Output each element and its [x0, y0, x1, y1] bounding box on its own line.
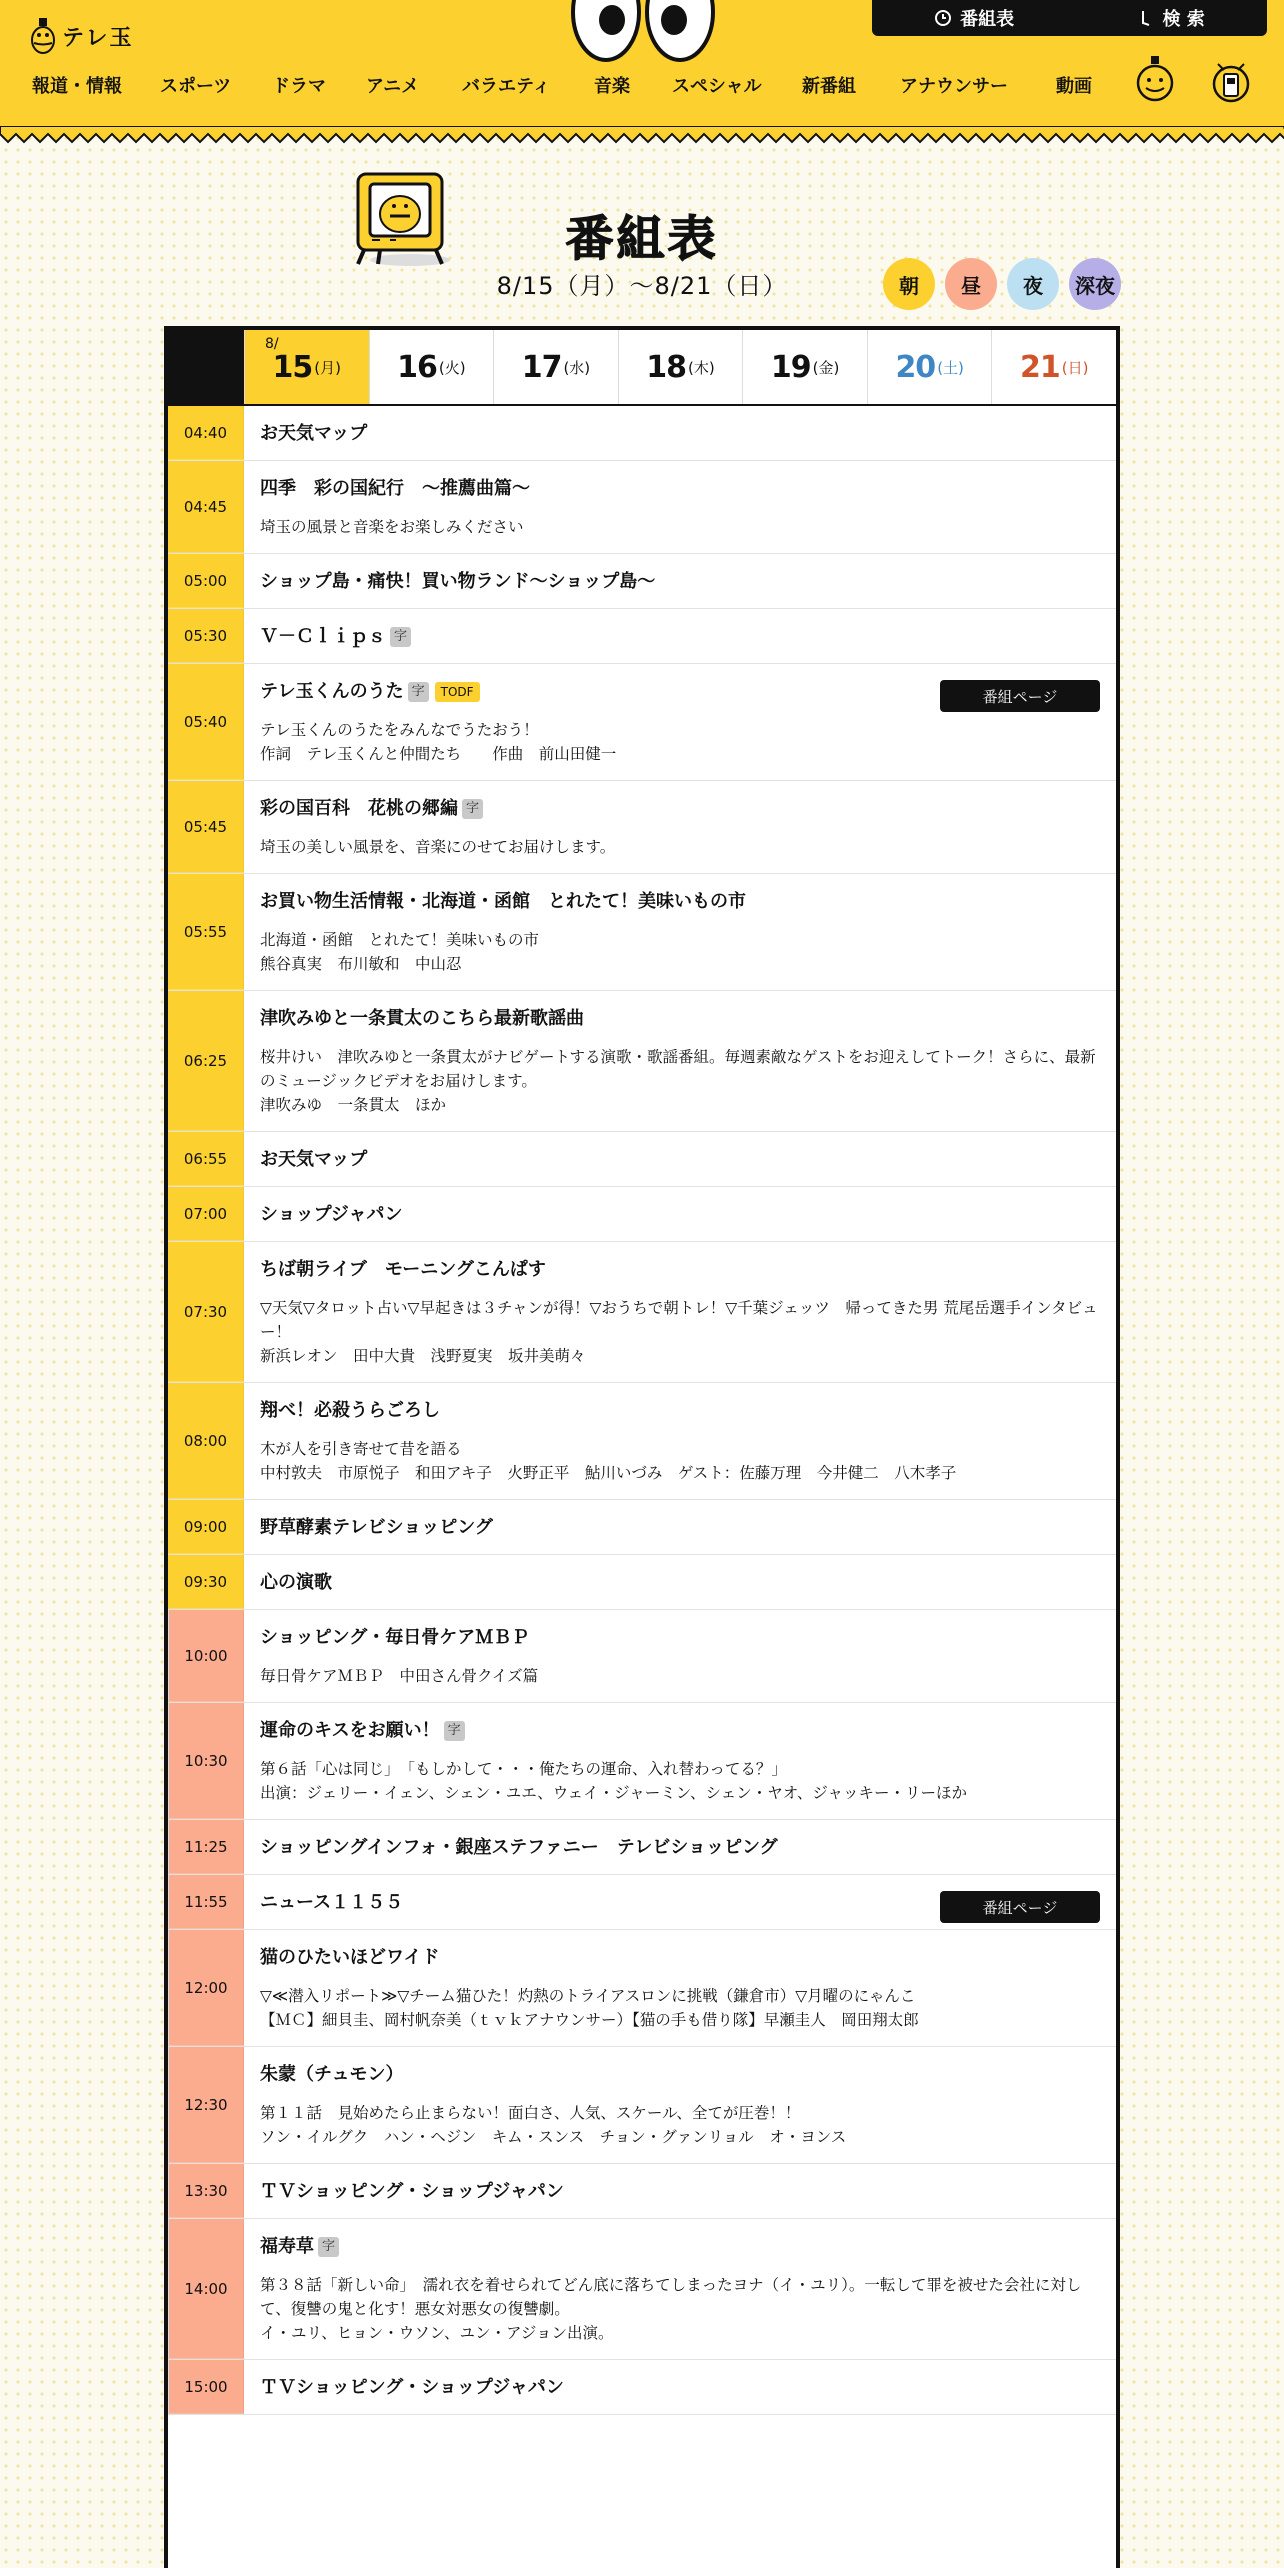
program-title[interactable]: ＴＶショッピング・ショップジャパン — [260, 2377, 564, 2398]
program-cast: 新浜レオン 田中大貴 浅野夏実 坂井美萌々 — [260, 1347, 586, 1365]
program-time: 06:55 — [168, 1132, 244, 1186]
program-row[interactable] — [168, 554, 1116, 609]
day-tab-number: 15 — [272, 349, 313, 385]
program-time: 12:30 — [168, 2047, 244, 2163]
program-row[interactable] — [168, 609, 1116, 664]
program-row[interactable] — [168, 874, 1116, 991]
program-row[interactable] — [168, 1875, 1116, 1930]
program-description: 北海道・函館 とれたて！美味いもの市 — [260, 931, 540, 949]
program-time: 10:30 — [168, 1703, 244, 1819]
time-filter-evening-label: 夜 — [1023, 273, 1043, 298]
program-cast: 作詞 テレ玉くんと仲間たち 作曲 前山田健一 — [260, 745, 617, 763]
subtitle-badge: 字 — [318, 2237, 339, 2257]
program-title-row — [260, 1719, 1100, 1743]
program-title-row — [260, 1626, 1100, 1650]
program-title[interactable]: お天気マップ — [260, 423, 368, 444]
program-time: 05:40 — [168, 664, 244, 780]
program-time: 07:30 — [168, 1242, 244, 1382]
telletama-point-icon[interactable] — [1210, 56, 1252, 104]
program-title-row — [260, 1946, 1100, 1970]
program-title[interactable]: 猫のひたいほどワイド — [260, 1947, 440, 1968]
nav-item-drama[interactable]: ドラマ — [272, 76, 326, 97]
program-time: 05:45 — [168, 781, 244, 873]
day-tab-number: 17 — [521, 349, 562, 385]
program-title-row — [260, 2180, 1100, 2204]
program-info — [244, 991, 1116, 1131]
day-tab-number: 21 — [1020, 349, 1060, 385]
page-title: 番組表 — [565, 211, 719, 267]
logo-text: テレ玉 — [62, 25, 134, 51]
program-time: 14:00 — [168, 2219, 244, 2359]
program-title-row — [260, 1007, 1100, 1031]
program-info — [244, 664, 1116, 780]
nav-item-news[interactable]: 報道・情報 — [32, 76, 122, 97]
program-title[interactable]: テレ玉くんのうた — [260, 681, 404, 702]
program-page-button[interactable]: 番組ページ — [940, 1891, 1100, 1923]
day-tab-weekday: (月) — [314, 358, 342, 377]
clock-icon — [934, 9, 952, 27]
day-tab-21[interactable] — [991, 330, 1116, 404]
time-filter-morning[interactable] — [883, 258, 935, 310]
program-title-row — [260, 2376, 1100, 2400]
program-description: 毎日骨ケアＭＢＰ 中田さん骨クイズ篇 — [260, 1667, 539, 1685]
program-title[interactable]: 心の演歌 — [260, 1572, 332, 1593]
program-title[interactable]: ショッピング・毎日骨ケアＭＢＰ — [260, 1627, 530, 1648]
top-utility-bar — [872, 0, 1267, 36]
header-zigzag-edge — [0, 126, 1284, 148]
search-link[interactable] — [1139, 5, 1205, 31]
program-cast: 中村敦夫 市原悦子 和田アキ子 火野正平 鮎川いづみ ゲスト：佐藤万理 今井健二 八木孝子 — [260, 1464, 957, 1482]
program-info — [244, 1875, 1116, 1929]
program-title-row — [260, 2063, 1100, 2087]
program-description: ▽≪潜入リポート≫▽チーム猫ひた！灼熱のトライアスロンに挑戦（鎌倉市）▽月曜のにゃんこ — [260, 1987, 916, 2005]
nav-item-variety[interactable]: バラエティ — [462, 76, 551, 97]
program-title[interactable]: 朱蒙（チュモン） — [260, 2064, 404, 2085]
program-time: 05:55 — [168, 874, 244, 990]
todf-badge: TODF — [435, 682, 480, 702]
program-time: 09:30 — [168, 1555, 244, 1609]
day-tab-weekday: (日) — [1061, 358, 1089, 377]
program-cast: 【ＭＣ】細貝圭、岡村帆奈美（ｔｖｋアナウンサー）【猫の手も借り隊】早瀬圭人 岡田翔太郎 — [260, 2011, 919, 2029]
program-title-row — [260, 570, 1100, 594]
program-row[interactable] — [168, 2164, 1116, 2219]
nav-item-anime[interactable]: アニメ — [366, 76, 420, 97]
nav-item-announcers[interactable]: アナウンサー — [900, 76, 1008, 97]
program-time: 15:00 — [168, 2360, 244, 2414]
subtitle-badge: 字 — [390, 627, 411, 647]
program-info — [244, 609, 1116, 663]
program-description: 第１１話 見始めたら止まらない！面白さ、人気、スケール、全てが圧巻！！ — [260, 2104, 801, 2122]
day-tab-weekday: (木) — [688, 358, 715, 377]
site-header — [0, 0, 1284, 128]
program-title[interactable]: ショッピングインフォ・銀座ステファニー テレビショッピング — [260, 1837, 778, 1858]
program-info — [244, 1132, 1116, 1186]
program-title-row — [260, 1148, 1100, 1172]
day-tab-weekday: (火) — [438, 358, 466, 377]
time-filter-late-night-label: 深夜 — [1075, 273, 1115, 298]
program-info — [244, 1500, 1116, 1554]
program-title[interactable]: ショップジャパン — [260, 1204, 403, 1225]
day-tab-16[interactable] — [369, 330, 494, 404]
program-time: 05:00 — [168, 554, 244, 608]
program-title-row — [260, 1203, 1100, 1227]
program-time: 11:55 — [168, 1875, 244, 1929]
program-title-row — [260, 797, 1100, 821]
schedule-link[interactable] — [934, 5, 1014, 31]
program-title-row — [260, 1516, 1100, 1540]
program-time: 04:45 — [168, 461, 244, 553]
day-tab-number: 19 — [770, 349, 811, 385]
program-description: 第６話「心は同じ」 「もしかして・・・俺たちの運命、入れ替わってる？」 — [260, 1760, 787, 1778]
program-row[interactable] — [168, 1610, 1116, 1703]
program-row[interactable] — [168, 1383, 1116, 1500]
program-info — [244, 781, 1116, 873]
subtitle-badge: 字 — [462, 799, 483, 819]
day-tab-weekday: (金) — [812, 358, 840, 377]
program-schedule-table — [164, 326, 1120, 2568]
program-title[interactable]: 四季 彩の国紀行 ～推薦曲篇～ — [260, 478, 530, 499]
program-list — [168, 406, 1116, 2415]
program-info — [244, 2360, 1116, 2414]
program-description: 桜井けい 津吹みゆと一条貫太がナビゲートする演歌・歌謡番組。毎週素敵なゲストをお迎えしてトーク！さらに、最新のミュージックビデオをお届けします。 — [260, 1048, 1096, 1090]
program-row[interactable] — [168, 1555, 1116, 1610]
program-title[interactable]: ＴＶショッピング・ショップジャパン — [260, 2181, 564, 2202]
program-title[interactable]: 野草酵素テレビショッピング — [260, 1517, 493, 1538]
program-title-row — [260, 890, 1100, 914]
program-row[interactable] — [168, 664, 1116, 781]
program-time: 11:25 — [168, 1820, 244, 1874]
program-description: テレ玉くんのうたをみんなでうたおう！ — [260, 721, 539, 739]
program-info — [244, 554, 1116, 608]
program-cast: 熊谷真実 布川敏和 中山忍 — [260, 955, 462, 973]
program-description: ▽天気▽タロット占い▽早起きは３チャンが得！▽おうちで朝トレ！▽千葉ジェッツ 帰ってきた男 荒尾岳選手インタビュー！ — [260, 1299, 1098, 1341]
program-time: 08:00 — [168, 1383, 244, 1499]
nav-item-new-programs[interactable]: 新番組 — [802, 76, 856, 97]
program-row[interactable] — [168, 1242, 1116, 1383]
program-row[interactable] — [168, 406, 1116, 461]
program-title[interactable]: 福寿草 — [260, 2236, 314, 2257]
subtitle-badge: 字 — [408, 682, 429, 702]
program-row[interactable] — [168, 2360, 1116, 2415]
search-link-label: 検 索 — [1162, 9, 1205, 30]
program-row[interactable] — [168, 2047, 1116, 2164]
program-info — [244, 1187, 1116, 1241]
program-title[interactable]: ニュース１１５５ — [260, 1892, 404, 1913]
program-row[interactable] — [168, 1820, 1116, 1875]
program-title-row — [260, 625, 1100, 649]
day-tab-15[interactable] — [244, 330, 369, 404]
program-time: 04:40 — [168, 406, 244, 460]
program-title-row — [260, 1836, 1100, 1860]
program-title-row — [260, 422, 1100, 446]
day-tab-18[interactable] — [618, 330, 743, 404]
time-filter-evening[interactable] — [1007, 258, 1059, 310]
program-time: 05:30 — [168, 609, 244, 663]
day-tab-month: 8/ — [265, 336, 279, 352]
day-tab-number: 18 — [646, 349, 687, 385]
program-info — [244, 1242, 1116, 1382]
program-info — [244, 461, 1116, 553]
program-description: 埼玉の美しい風景を、音楽にのせてお届けします。 — [260, 838, 616, 856]
nav-item-videos[interactable]: 動画 — [1056, 76, 1092, 97]
program-row[interactable] — [168, 1500, 1116, 1555]
program-info — [244, 406, 1116, 460]
time-filter-morning-label: 朝 — [899, 273, 919, 298]
program-info — [244, 874, 1116, 990]
program-cast: 出演：ジェリー・イェン、シェン・ユエ、ウェイ・ジャーミン、シェン・ヤオ、ジャッキー・リーほか — [260, 1784, 968, 1802]
program-info — [244, 1610, 1116, 1702]
program-page-button[interactable]: 番組ページ — [940, 680, 1100, 712]
program-row[interactable] — [168, 1703, 1116, 1820]
nav-item-special[interactable]: スペシャル — [672, 76, 762, 97]
program-info — [244, 2219, 1116, 2359]
day-tab-number: 16 — [397, 349, 437, 385]
program-row[interactable] — [168, 1930, 1116, 2047]
program-title[interactable]: お天気マップ — [260, 1149, 368, 1170]
program-info — [244, 2164, 1116, 2218]
program-row[interactable] — [168, 1132, 1116, 1187]
program-time: 07:00 — [168, 1187, 244, 1241]
time-filter-late-night[interactable] — [1069, 258, 1121, 310]
subtitle-badge: 字 — [444, 1721, 465, 1741]
site-logo[interactable] — [28, 14, 134, 58]
program-row[interactable] — [168, 461, 1116, 554]
program-cast: イ・ユリ、ヒョン・ウソン、ユン・アジョン出演。 — [260, 2324, 614, 2342]
date-range: 8/15（月）〜8/21（日） — [496, 272, 788, 300]
day-tab-19[interactable] — [742, 330, 867, 404]
program-info — [244, 1383, 1116, 1499]
program-description: 木が人を引き寄せて昔を語る — [260, 1440, 462, 1458]
day-selector-corner — [168, 330, 244, 404]
program-title-row — [260, 1571, 1100, 1595]
program-title-row — [260, 1258, 1100, 1282]
program-title[interactable]: ちば朝ライブ モーニングこんぱす — [260, 1259, 546, 1280]
program-title[interactable]: Ｖ－Ｃｌｉｐｓ — [260, 626, 386, 647]
program-info — [244, 1930, 1116, 2046]
schedule-link-label: 番組表 — [960, 9, 1015, 30]
program-time: 13:30 — [168, 2164, 244, 2218]
program-title-row — [260, 477, 1100, 501]
program-title[interactable]: 運命のキスをお願い！ — [260, 1720, 440, 1741]
program-title-row — [260, 1399, 1100, 1423]
program-info — [244, 1703, 1116, 1819]
program-row[interactable] — [168, 991, 1116, 1132]
program-time: 10:00 — [168, 1610, 244, 1702]
day-selector — [168, 330, 1116, 406]
program-title[interactable]: 彩の国百科 花桃の郷編 — [260, 798, 458, 819]
search-icon — [1139, 9, 1155, 27]
time-filter-daytime-label: 昼 — [961, 273, 981, 298]
program-title[interactable]: 翔べ！必殺うらごろし — [260, 1400, 440, 1421]
day-tab-20[interactable] — [867, 330, 992, 404]
nav-item-music[interactable]: 音楽 — [594, 76, 630, 97]
program-time: 12:00 — [168, 1930, 244, 2046]
program-title[interactable]: 津吹みゆと一条貫太のこちら最新歌謡曲 — [260, 1008, 584, 1029]
program-info — [244, 2047, 1116, 2163]
day-tab-weekday: (土) — [937, 358, 964, 377]
program-info — [244, 1555, 1116, 1609]
program-title[interactable]: お買い物生活情報・北海道・函館 とれたて！美味いもの市 — [260, 891, 746, 912]
program-row[interactable] — [168, 781, 1116, 874]
program-info — [244, 1820, 1116, 1874]
telletama-kun-icon[interactable] — [1134, 56, 1176, 104]
time-filter-daytime[interactable] — [945, 258, 997, 310]
program-time: 06:25 — [168, 991, 244, 1131]
program-title-row — [260, 2235, 1100, 2259]
mascot-eyes-icon — [568, 0, 718, 64]
program-title[interactable]: ショップ島・痛快！買い物ランド～ショップ島～ — [260, 571, 656, 592]
day-tab-17[interactable] — [493, 330, 618, 404]
program-time: 09:00 — [168, 1500, 244, 1554]
telletama-mascot-icon — [28, 16, 58, 56]
program-cast: ソン・イルグク ハン・ヘジン キム・スンス チョン・グァンリョル オ・ヨンス — [260, 2128, 847, 2146]
day-tab-number: 20 — [895, 349, 936, 385]
program-description: 第３８話「新しい命」 濡れ衣を着せられてどん底に落ちてしまったヨナ（イ・ユリ）。一転して罪を被せた会社に対して、復讐の鬼と化す！悪女対悪女の復讐劇。 — [260, 2276, 1082, 2318]
program-cast: 津吹みゆ 一条貫太 ほか — [260, 1096, 447, 1114]
program-row[interactable] — [168, 2219, 1116, 2360]
nav-item-sports[interactable]: スポーツ — [160, 76, 232, 97]
day-tab-weekday: (水) — [563, 358, 591, 377]
program-description: 埼玉の風景と音楽をお楽しみください — [260, 518, 524, 536]
program-row[interactable] — [168, 1187, 1116, 1242]
